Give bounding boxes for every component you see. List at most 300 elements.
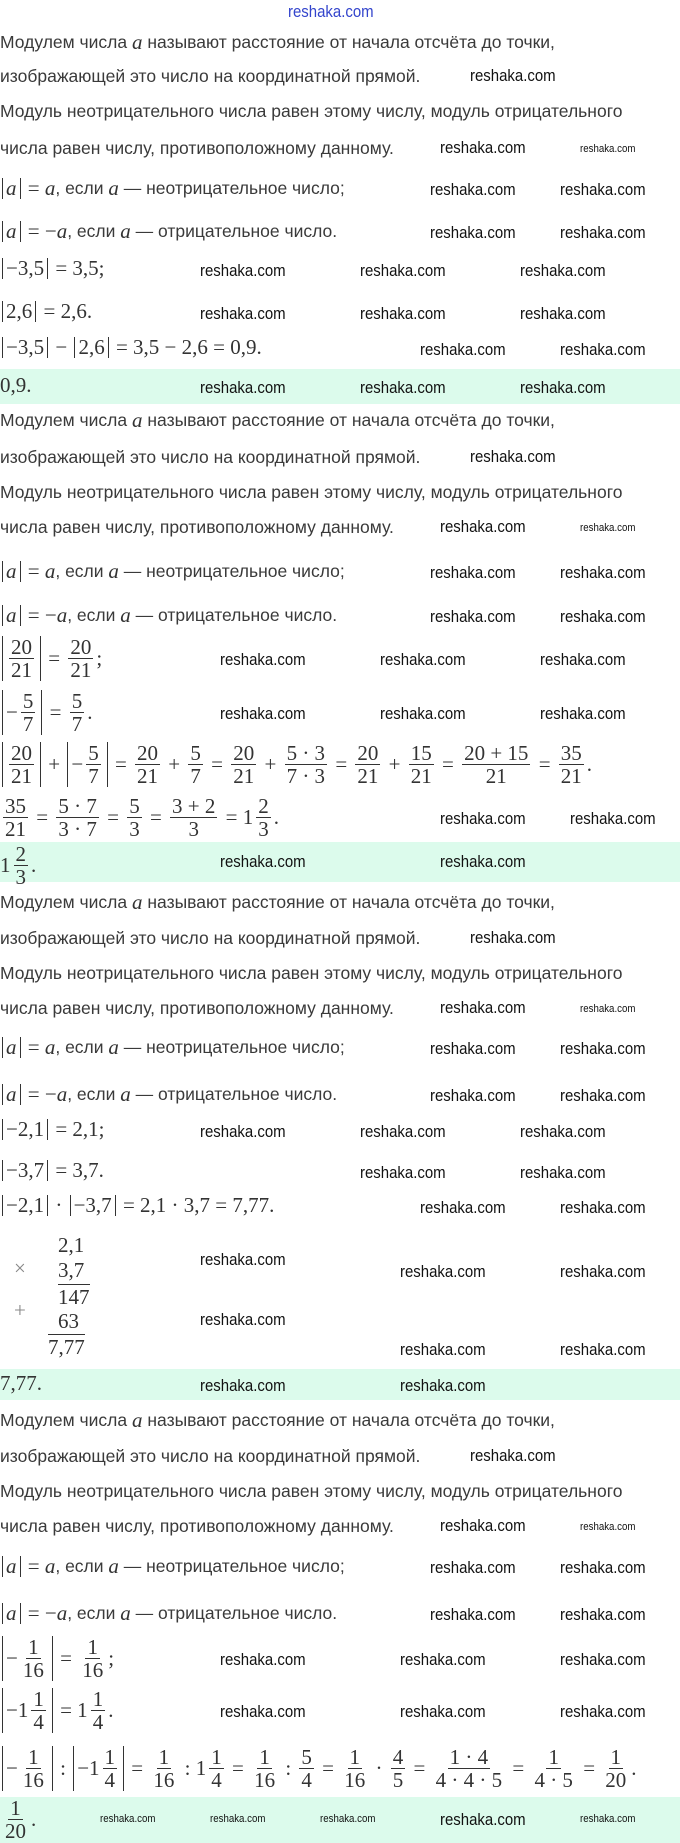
watermark: reshaka.com xyxy=(220,704,306,723)
absolute-value xyxy=(2,690,42,735)
fraction xyxy=(434,1746,505,1791)
denominator: 4 xyxy=(33,1710,44,1735)
absolute-value xyxy=(2,605,21,626)
watermark: reshaka.com xyxy=(520,1122,606,1141)
denominator: 21 xyxy=(410,764,432,789)
absolute-value xyxy=(2,337,48,358)
numerator: 2 xyxy=(15,842,26,866)
math-run: + xyxy=(259,752,282,777)
math-run: = xyxy=(507,1756,530,1781)
math-run: . xyxy=(631,1756,637,1781)
expression xyxy=(0,742,592,787)
rule-nonnegative xyxy=(0,1037,345,1059)
numerator: 1 xyxy=(28,1745,39,1769)
watermark: reshaka.com xyxy=(560,1702,646,1721)
times-sign: × xyxy=(14,1256,26,1280)
watermark: reshaka.com xyxy=(430,563,516,582)
absolute-value xyxy=(70,1195,116,1216)
math-run: . xyxy=(108,1698,114,1723)
denominator: 4 xyxy=(92,1710,104,1735)
math-variable: a xyxy=(120,1082,131,1106)
watermark: reshaka.com xyxy=(580,1813,636,1825)
watermark: reshaka.com xyxy=(440,1810,526,1829)
text-run: Модулем числа xyxy=(0,410,132,430)
fraction xyxy=(70,690,85,735)
expression xyxy=(0,140,394,158)
expression xyxy=(0,1000,394,1018)
denominator: 16 xyxy=(153,1768,175,1793)
math-variable: a xyxy=(44,559,56,583)
math-run: −2,1 xyxy=(6,1193,45,1217)
expression xyxy=(0,1084,337,1105)
fraction xyxy=(31,1688,46,1733)
denominator: 20 xyxy=(5,1819,26,1843)
fraction xyxy=(3,795,28,840)
fraction xyxy=(14,843,29,888)
math-run: ; xyxy=(108,1646,115,1671)
math-run: = 3,7. xyxy=(50,1158,104,1182)
math-variable: a xyxy=(6,603,17,627)
math-variable: a xyxy=(44,1554,56,1578)
fraction xyxy=(127,795,142,840)
expression xyxy=(0,561,345,582)
math-variable: a xyxy=(108,1035,119,1059)
math-variable: a xyxy=(120,219,131,243)
denominator: 20 xyxy=(605,1768,627,1793)
watermark: reshaka.com xyxy=(430,180,516,199)
text-run: , если xyxy=(67,1083,121,1104)
text-run: числа равен числу, противоположному данному. xyxy=(0,138,394,158)
math-run: 2,6 xyxy=(78,335,105,359)
solution-step xyxy=(0,742,592,787)
numerator: 1 xyxy=(610,1745,622,1769)
denominator: 21 xyxy=(70,658,92,683)
solution-step xyxy=(0,337,262,359)
expression xyxy=(0,1160,104,1181)
watermark: reshaka.com xyxy=(400,1262,486,1281)
text-run: Модулем числа xyxy=(0,32,132,52)
watermark: reshaka.com xyxy=(440,809,526,828)
watermark: reshaka.com xyxy=(430,223,516,242)
denominator: 16 xyxy=(344,1768,366,1793)
definition-line xyxy=(0,64,420,88)
watermark: reshaka.com xyxy=(220,1702,306,1721)
numerator: 1 xyxy=(10,1796,21,1820)
math-run: = 1 xyxy=(220,805,254,830)
math-run: · xyxy=(370,1756,388,1781)
watermark: reshaka.com xyxy=(200,1310,286,1329)
denominator: 3 xyxy=(258,817,269,842)
text-run: — отрицательное число. xyxy=(130,604,338,625)
denominator: 4 xyxy=(211,1768,222,1793)
watermark: reshaka.com xyxy=(580,1521,636,1533)
watermark: reshaka.com xyxy=(360,261,446,280)
math-variable: a xyxy=(56,219,68,243)
watermark: reshaka.com xyxy=(560,340,646,359)
absolute-value xyxy=(2,258,48,279)
text-run: изображающей это число на координатной прямой. xyxy=(0,1446,421,1466)
math-run: −3,7 xyxy=(6,1158,45,1182)
math-run: −1 xyxy=(6,1698,29,1723)
fraction xyxy=(409,742,434,787)
math-run: = xyxy=(31,805,54,830)
denominator: 4 · 5 xyxy=(534,1768,573,1793)
expression xyxy=(0,221,337,242)
absolute-value xyxy=(2,221,21,242)
watermark: reshaka.com xyxy=(200,1376,286,1395)
solution-step xyxy=(0,690,92,735)
watermark: reshaka.com xyxy=(470,928,556,947)
fraction xyxy=(80,1636,105,1681)
math-variable: a xyxy=(56,1601,68,1625)
watermark: reshaka.com xyxy=(540,704,626,723)
absolute-value xyxy=(74,337,108,358)
watermark: reshaka.com xyxy=(560,607,646,626)
answer xyxy=(0,843,36,888)
expression xyxy=(0,892,555,913)
answer xyxy=(0,1797,36,1842)
numerator: 3 + 2 xyxy=(172,794,216,818)
expression xyxy=(0,337,262,358)
math-run: 7,77. xyxy=(0,1371,42,1395)
math-run: = − xyxy=(22,1601,57,1625)
watermark: reshaka.com xyxy=(470,66,556,85)
definition-line xyxy=(0,30,555,54)
math-run: + xyxy=(163,752,186,777)
fraction xyxy=(103,1746,118,1791)
math-run: − xyxy=(50,335,73,359)
denominator: 16 xyxy=(22,1658,44,1683)
math-run: . xyxy=(31,1807,37,1832)
absolute-value xyxy=(67,742,107,787)
math-run: ; xyxy=(96,646,103,671)
math-run: = xyxy=(205,752,229,777)
watermark: reshaka.com xyxy=(560,1039,646,1058)
math-variable: a xyxy=(56,603,68,627)
watermark: reshaka.com xyxy=(560,1262,646,1281)
watermark: reshaka.com xyxy=(220,650,306,669)
watermark: reshaka.com xyxy=(560,1558,646,1577)
math-variable: a xyxy=(6,176,17,200)
math-variable: a xyxy=(132,890,143,915)
site-watermark-header: reshaka.com xyxy=(288,2,374,21)
absolute-value xyxy=(2,1037,21,1058)
numerator: 20 xyxy=(357,741,379,765)
absolute-value xyxy=(2,1556,21,1577)
expression xyxy=(0,965,622,983)
math-run: 1 xyxy=(0,853,11,878)
math-run: = xyxy=(330,752,353,777)
numerator: 5 xyxy=(301,1745,312,1769)
math-run: = xyxy=(316,1756,340,1781)
math-run: = xyxy=(54,1646,78,1671)
solution-step xyxy=(0,1746,637,1791)
definition-line xyxy=(0,1479,622,1503)
math-variable: a xyxy=(120,603,131,627)
numerator: 35 xyxy=(560,741,582,765)
watermark: reshaka.com xyxy=(560,1340,646,1359)
absolute-value xyxy=(2,1160,48,1181)
denominator: 4 · 4 · 5 xyxy=(435,1768,503,1793)
math-run: · xyxy=(50,1193,68,1217)
math-run: − xyxy=(71,752,84,777)
text-run: изображающей это число на координатной прямой. xyxy=(0,66,421,86)
math-run: + xyxy=(383,752,406,777)
numerator: 20 + 15 xyxy=(464,741,529,765)
numerator: 20 xyxy=(11,741,32,765)
math-run: = xyxy=(533,752,556,777)
math-run: = xyxy=(109,752,133,777)
numerator: 35 xyxy=(5,794,26,818)
denominator: 7 · 3 xyxy=(286,764,326,789)
solution-step xyxy=(0,1119,105,1141)
text-run: называют расстояние от начала отсчёта до точки, xyxy=(142,1410,555,1430)
expression xyxy=(0,1373,42,1394)
watermark: reshaka.com xyxy=(540,650,626,669)
rule-negative xyxy=(0,605,337,627)
fraction xyxy=(68,636,93,681)
denominator: 21 xyxy=(137,764,159,789)
math-run: = 2,6. xyxy=(38,299,93,323)
numerator: 1 xyxy=(33,1687,44,1711)
fraction xyxy=(252,1746,277,1791)
expression xyxy=(0,1518,394,1536)
fraction xyxy=(532,1746,575,1791)
denominator: 7 xyxy=(88,764,99,789)
absolute-value xyxy=(2,636,41,681)
watermark: reshaka.com xyxy=(200,261,286,280)
fraction xyxy=(9,636,34,681)
math-run: + xyxy=(43,752,66,777)
math-run: : 1 xyxy=(179,1756,207,1781)
watermark: reshaka.com xyxy=(560,563,646,582)
fraction xyxy=(3,1797,28,1842)
solution-step xyxy=(0,1195,274,1217)
text-run: — отрицательное число. xyxy=(130,1602,338,1623)
expression xyxy=(0,795,279,840)
solution-step xyxy=(0,258,105,280)
numerator: 1 xyxy=(87,1635,98,1659)
watermark: reshaka.com xyxy=(430,1558,516,1577)
text-run: числа равен числу, противоположному данному. xyxy=(0,517,394,537)
expression xyxy=(0,68,420,86)
numerator: 1 xyxy=(104,1745,116,1769)
definition-line xyxy=(0,136,394,160)
math-variable: a xyxy=(6,559,17,583)
fraction xyxy=(86,742,101,787)
text-run: , если xyxy=(67,220,121,241)
definition-line xyxy=(0,1444,420,1468)
math-run: = xyxy=(22,1554,45,1578)
math-variable: a xyxy=(6,1601,17,1625)
absolute-value xyxy=(2,1084,21,1105)
denominator: 4 xyxy=(301,1768,312,1793)
numerator: 5 xyxy=(22,689,34,713)
fraction xyxy=(135,742,160,787)
denominator: 3 xyxy=(15,865,26,890)
definition-line xyxy=(0,515,394,539)
solution-step xyxy=(0,1688,113,1733)
watermark: reshaka.com xyxy=(580,143,636,155)
rule-negative xyxy=(0,1603,337,1625)
definition-line xyxy=(0,480,622,504)
absolute-value xyxy=(2,1195,48,1216)
math-run: = xyxy=(44,700,67,725)
numerator: 2 xyxy=(258,794,269,818)
text-run: , если xyxy=(55,560,109,581)
watermark: reshaka.com xyxy=(360,1163,446,1182)
rule-nonnegative xyxy=(0,178,345,200)
numerator: 5 xyxy=(129,794,140,818)
denominator: 21 xyxy=(11,764,32,789)
math-run: = xyxy=(43,646,66,671)
expression xyxy=(0,178,345,199)
fraction xyxy=(9,742,34,787)
math-run: = xyxy=(101,805,125,830)
math-variable: a xyxy=(132,1408,143,1433)
math-run: = xyxy=(22,559,45,583)
absolute-value xyxy=(2,301,36,322)
watermark: reshaka.com xyxy=(200,1250,286,1269)
denominator: 21 xyxy=(485,764,507,789)
expression xyxy=(0,1636,114,1681)
text-run: называют расстояние от начала отсчёта до точки, xyxy=(142,410,555,430)
partial-product-1: 147 xyxy=(58,1285,90,1309)
math-variable: a xyxy=(6,1082,17,1106)
math-run: = xyxy=(126,1756,149,1781)
absolute-value xyxy=(2,1636,53,1681)
numerator: 1 xyxy=(28,1635,39,1659)
text-run: , если xyxy=(55,1555,109,1576)
watermark: reshaka.com xyxy=(440,517,526,536)
plus-sign: + xyxy=(14,1298,26,1322)
numerator: 1 xyxy=(259,1745,270,1769)
watermark: reshaka.com xyxy=(400,1340,486,1359)
watermark: reshaka.com xyxy=(210,1813,266,1825)
denominator: 16 xyxy=(82,1658,104,1683)
expression xyxy=(0,1688,113,1733)
math-variable: a xyxy=(44,1035,56,1059)
numerator: 5 xyxy=(88,741,99,765)
math-variable: a xyxy=(120,1601,131,1625)
definition-line xyxy=(0,926,420,950)
watermark: reshaka.com xyxy=(470,1446,556,1465)
math-variable: a xyxy=(132,30,143,55)
watermark: reshaka.com xyxy=(430,607,516,626)
numerator: 5 · 7 xyxy=(58,794,97,818)
denominator: 16 xyxy=(254,1768,276,1793)
fraction xyxy=(462,742,530,787)
rule-negative xyxy=(0,1084,337,1106)
solution-step xyxy=(0,795,279,840)
expression xyxy=(0,1037,345,1058)
math-variable: a xyxy=(108,176,119,200)
solution-step xyxy=(0,1636,114,1681)
text-run: , если xyxy=(55,177,109,198)
rule-nonnegative xyxy=(0,561,345,583)
watermark: reshaka.com xyxy=(560,1198,646,1217)
math-run: = 2,1 · 3,7 = 7,77. xyxy=(117,1193,275,1217)
solution-step xyxy=(0,1160,104,1182)
definition-line xyxy=(0,1514,394,1538)
denominator: 7 xyxy=(22,712,34,737)
expression xyxy=(0,930,420,948)
expression xyxy=(0,1746,637,1791)
fraction xyxy=(231,742,256,787)
math-run: = − xyxy=(22,1082,57,1106)
numerator: 4 xyxy=(392,1745,404,1769)
watermark: reshaka.com xyxy=(440,852,526,871)
numerator: 5 xyxy=(71,689,83,713)
math-run: −3,5 xyxy=(6,256,45,280)
watermark: reshaka.com xyxy=(520,304,606,323)
watermark: reshaka.com xyxy=(420,1198,506,1217)
fraction xyxy=(56,795,99,840)
math-variable: a xyxy=(108,559,119,583)
watermark: reshaka.com xyxy=(400,1650,486,1669)
fraction xyxy=(559,742,584,787)
numerator: 1 · 4 xyxy=(449,1745,489,1769)
text-run: — неотрицательное число; xyxy=(118,177,345,198)
expression xyxy=(0,1483,622,1501)
text-run: Модуль неотрицательного числа равен этому числу, модуль отрицательного xyxy=(0,1481,623,1501)
math-run: = − xyxy=(22,603,57,627)
expression xyxy=(0,258,105,279)
math-run: = xyxy=(22,176,45,200)
expression xyxy=(0,519,394,537)
text-run: числа равен числу, противоположному данному. xyxy=(0,998,394,1018)
math-run: : xyxy=(280,1756,297,1781)
definition-line xyxy=(0,99,622,123)
fraction xyxy=(188,742,203,787)
denominator: 5 xyxy=(392,1768,404,1793)
fraction xyxy=(299,1746,314,1791)
text-run: числа равен числу, противоположному данному. xyxy=(0,1516,394,1536)
denominator: 3 xyxy=(129,817,140,842)
math-run: . xyxy=(87,700,93,725)
math-run: − xyxy=(6,1646,18,1671)
math-run: = − xyxy=(22,219,57,243)
text-run: изображающей это число на координатной прямой. xyxy=(0,928,421,948)
text-run: Модуль неотрицательного числа равен этому числу, модуль отрицательного xyxy=(0,482,623,502)
math-run: −1 xyxy=(77,1756,100,1781)
expression xyxy=(0,449,420,467)
denominator: 21 xyxy=(233,764,255,789)
watermark: reshaka.com xyxy=(100,1813,156,1825)
definition-line xyxy=(0,408,555,432)
numerator: 20 xyxy=(233,741,255,765)
watermark: reshaka.com xyxy=(380,704,466,723)
watermark: reshaka.com xyxy=(220,852,306,871)
factor-b: 3,7 xyxy=(58,1258,85,1282)
math-run: −3,7 xyxy=(73,1193,112,1217)
fraction xyxy=(21,1746,46,1791)
watermark: reshaka.com xyxy=(520,378,606,397)
watermark: reshaka.com xyxy=(560,1650,646,1669)
math-run: − xyxy=(6,1756,18,1781)
expression xyxy=(0,843,36,888)
expression xyxy=(0,1797,36,1842)
text-run: называют расстояние от начала отсчёта до точки, xyxy=(142,32,555,52)
numerator: 1 xyxy=(92,1687,104,1711)
expression xyxy=(0,410,555,431)
denominator: 16 xyxy=(22,1768,44,1793)
math-run: = xyxy=(22,1035,45,1059)
expression xyxy=(0,1603,337,1624)
math-run: : xyxy=(54,1756,72,1781)
rule-nonnegative xyxy=(0,1556,345,1578)
answer xyxy=(0,375,32,397)
